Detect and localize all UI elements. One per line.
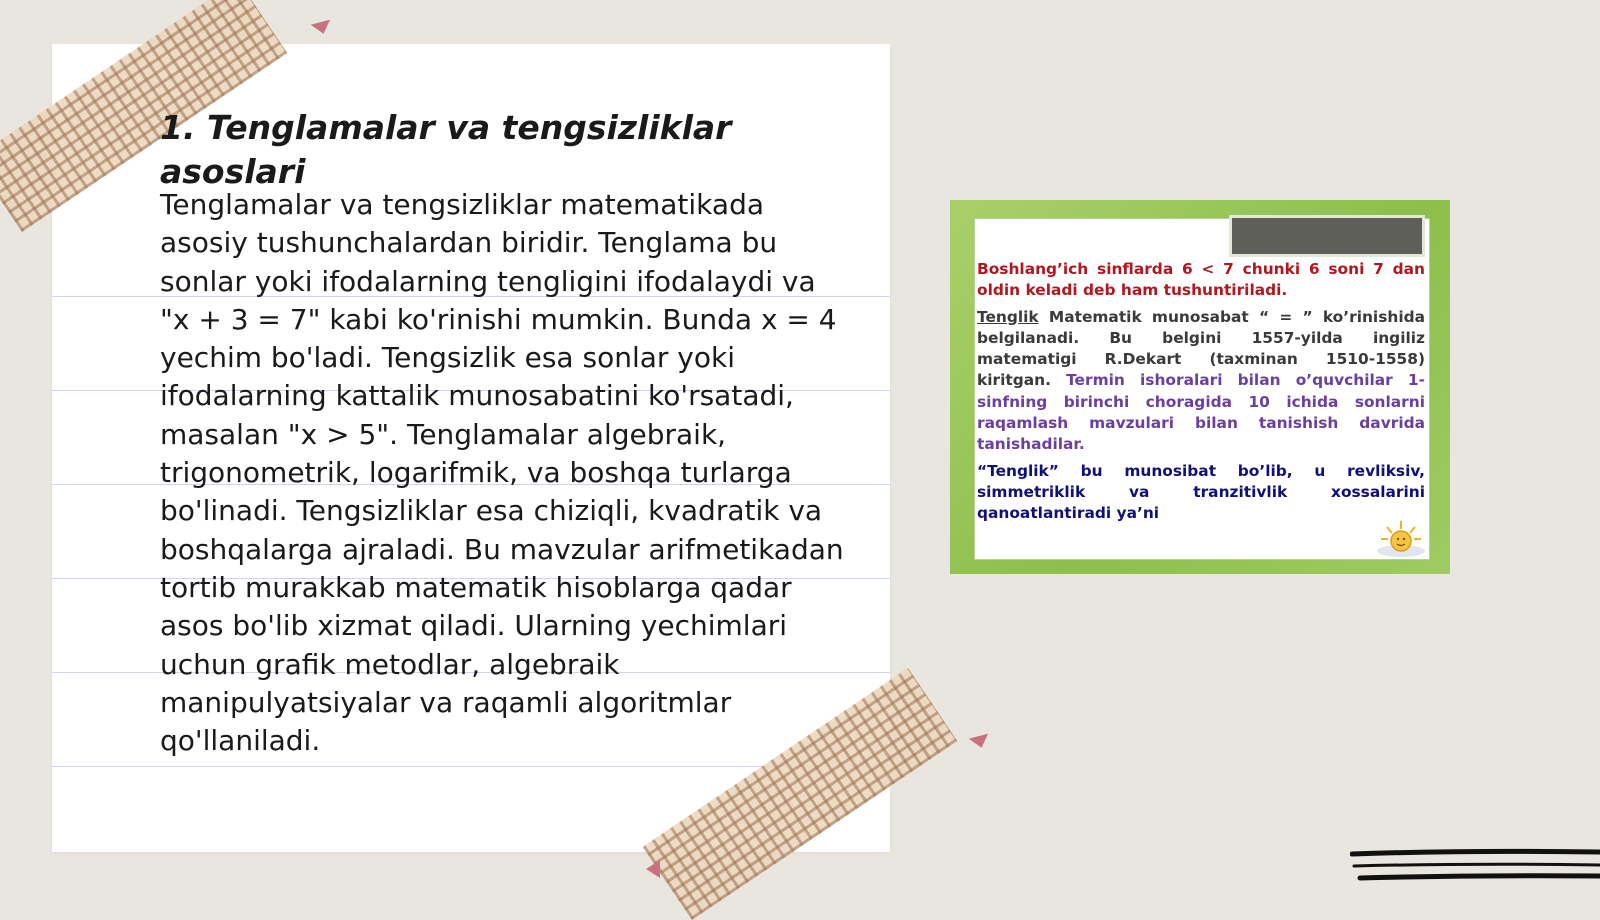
card-paragraph-2 [977,307,1425,456]
card-term-tenglik: Tenglik [977,307,1039,326]
image-card-inner [974,218,1430,560]
image-card-text [977,259,1425,530]
sun-icon [1375,517,1427,557]
slide-body-text: Tenglamalar va tengsizliklar matematikada asosiy tushunchalardan biridir. Tenglama bu sonlar yoki ifodalarning tengligini ifodalaydi va "x + 3 = 7" kabi ko'rinishi mumkin. Bunda x = 4 yechim bo'ladi. Tengsizlik esa sonlar yoki ifodalarning kattalik munosabatini ko'rsatadi, masalan "x > 5". Tenglamalar algebraik, trigonometrik, logarifmik, va boshqa turlarga bo'linadi. Tengsizliklar esa chiziqli, kvadratik va boshqalarga ajraladi. Bu mavzular arifmetikadan tortib murakkab matematik hisoblarga qadar asos bo'lib xizmat qiladi. Ularning yechimlari uchun grafik metodlar, algebraik manipulyatsiyalar va raqamli algoritmlar qo'llaniladi. [160,188,844,758]
image-card-tab [1229,215,1425,257]
pin-marker-icon [646,860,660,878]
pin-marker-icon [311,20,333,37]
card-paragraph-3: “Tenglik” bu munosibat bo’lib, u revliksiv, simmetriklik va tranzitivlik xossalarini qanoatlantiradi ya’ni [977,461,1425,523]
decorative-brush-lines [1350,848,1600,888]
image-card [950,200,1450,574]
pin-marker-icon [969,734,991,751]
card-paragraph-2-purple: Termin ishoralari bilan o’quvchilar 1-sinfning birinchi choragida 10 ichida sonlarni raqamlash mavzulari bilan tanishish davrida tanishadilar. [977,371,1425,454]
card-paragraph-1: Boshlang’ich sinflarda 6 < 7 chunki 6 soni 7 dan oldin keladi deb ham tushuntiriladi. [977,260,1425,300]
slide-title: 1. Tenglamalar va tengsizliklar asoslari [160,108,732,191]
card-paragraph-2-grey: Matematik munosabat “ = ” ko’rinishida belgilanadi. Bu belgini 1557-yilda ingiliz matematigi R.Dekart (taxminan 1510-1558) kiritgan. [977,307,1425,390]
